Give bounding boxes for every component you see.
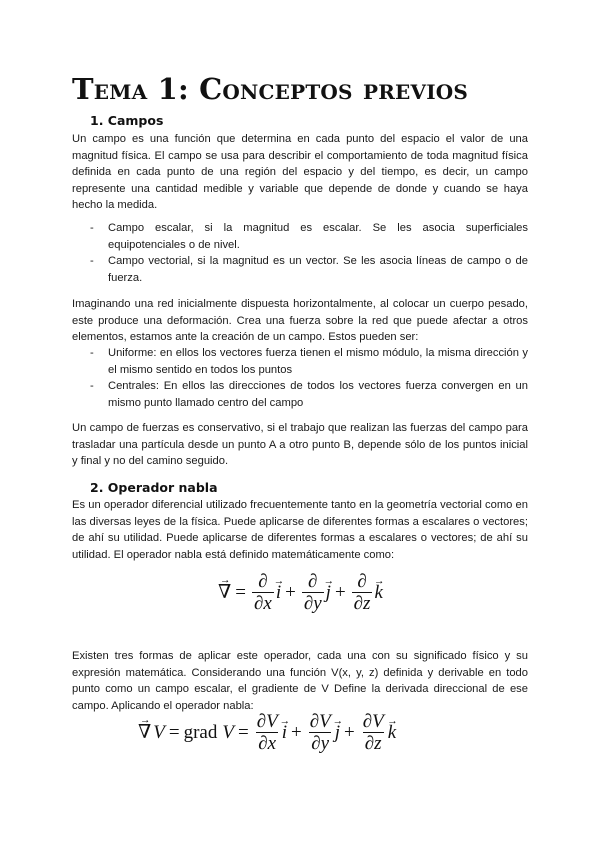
fraction: $\frac{\partial}{\partial z}$ [353,571,371,614]
paragraph-red-deformacion: Imaginando una red inicialmente dispuesta horizontalmente, al colocar un cuerpo pesado, este produce una deformación. Crea una fuerza sobre la red que puede afectar a otros elementos, estamos ante la creación de un campo. Estos pueden ser: [72,298,528,343]
paragraph-conservativo: Un campo de fuerzas es conservativo, si el trabajo que realizan las fuerzas del campo para trasladar una partícula desde un punto A a otro punto B, depende sólo de los puntos inicial y final y no del camino seguido. [72,422,528,467]
paragraph-nabla-definition: Es un operador diferencial utilizado frecuentemente tanto en la geometría vectorial como en las diversas leyes de la física. Puede aplicarse de diferentes formas a escalares o vectores; de ahí su utilidad. Puede aplicarse de diferentes formas a escalares o vectores; de ahí su utilidad. El operador nabla está definido matemáticamente como: [72,499,528,561]
dash-bullet: - [90,255,94,267]
gradient-equation: → ∇ V = grad V = $\frac{\partial V}{\partial x}$ → i + $\frac{\partial V}{\partial y}$ → j + $\frac{\partial V}{\partial z}$ → k [138,712,396,753]
dash-bullet: - [90,222,94,234]
nabla-equation: → ∇ = $\frac{\partial}{\partial x}$ → i + $\frac{\partial}{\partial y}$ → j + $\frac{\partial}{\partial z}$ → k [218,572,383,613]
paragraph-gradiente: Existen tres formas de aplicar este operador, cada una con su significado físico y su expresión matemática. Considerando una función V(x, y, z) definida y derivable en todo punto como un campo escalar, el gradiente de V Define la derivada direccional de ese campo. Aplicando el operador nabla: [72,650,528,712]
section-heading-nabla: 2. Operador nabla [90,480,218,495]
list-item: - Campo escalar, si la magnitud es escalar. Se les asocia superficiales equipotenciales o de nivel. [90,222,528,251]
nabla-symbol: → ∇ [138,721,151,744]
fraction: $\frac{\partial V}{\partial z}$ [362,711,384,754]
page-title: Tema 1: Conceptos previos [72,72,469,106]
dash-bullet: - [90,347,94,359]
fraction: $\frac{\partial}{\partial y}$ [303,571,322,614]
list-item: - Uniforme: en ellos los vectores fuerza tienen el mismo módulo, la misma dirección y el mismo sentido en todos los puntos [90,347,528,376]
list-item: - Centrales: En ellos las direcciones de todos los vectores fuerza convergen en un mismo punto llamado centro del campo [90,380,528,409]
fraction: $\frac{\partial V}{\partial y}$ [309,711,331,754]
fraction: $\frac{\partial}{\partial x}$ [254,571,272,614]
dash-bullet: - [90,380,94,392]
fraction: $\frac{\partial V}{\partial x}$ [256,711,278,754]
nabla-symbol: → ∇ [218,581,231,604]
section-heading-campos: 1. Campos [90,113,164,128]
paragraph-campo-definition: Un campo es una función que determina en cada punto del espacio el valor de una magnitud física. El campo se usa para describir el comportamiento de toda magnitud física definida en cada punto de una región del espacio y del tiempo, es decir, un campo represente una cantidad medible y variable que depende de donde y cuando se haya hecho la medida. [72,133,528,211]
list-item: - Campo vectorial, si la magnitud es un vector. Se les asocia líneas de campo o de fuerza. [90,255,528,284]
field-types-list [72,220,528,286]
campo-kinds-list [72,345,528,411]
